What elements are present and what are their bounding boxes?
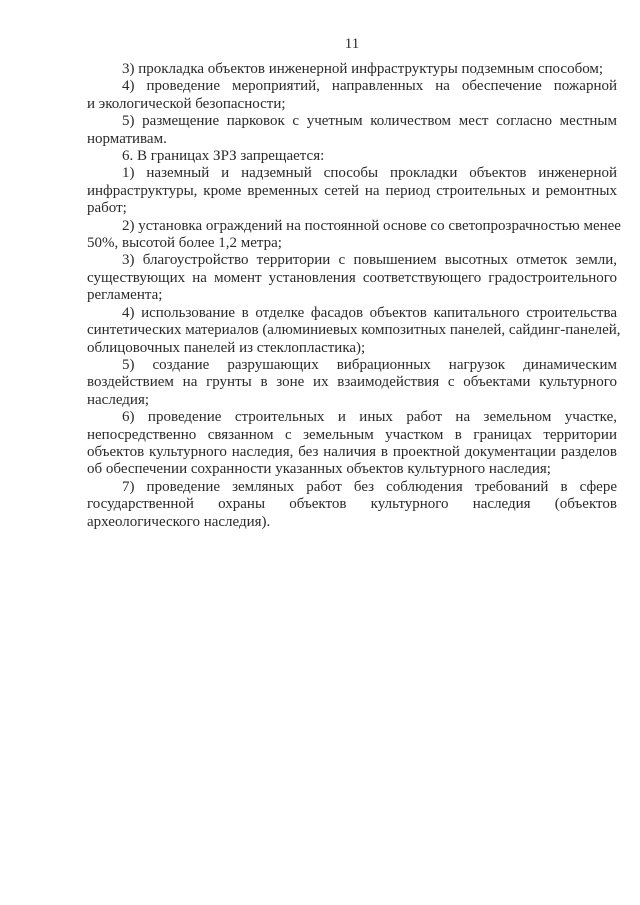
paragraph-line: 50%, высотой более 1,2 метра; — [87, 235, 282, 252]
paragraph-line: инфраструктуры, кроме временных сетей на период строительных и ремонтных — [87, 182, 617, 199]
paragraph-line: облицовочных панелей из стеклопластика); — [87, 339, 366, 356]
paragraph — [87, 113, 617, 148]
paragraph — [87, 165, 617, 217]
paragraph — [87, 61, 617, 78]
paragraph — [87, 357, 617, 409]
paragraph — [87, 252, 617, 304]
paragraph-line: 3) прокладка объектов инженерной инфраструктуры подземным способом; — [122, 61, 604, 77]
paragraph-line: нормативам. — [87, 130, 167, 147]
paragraph-line: 4) использование в отделке фасадов объектов капитального строительства — [122, 304, 617, 321]
paragraph-line: государственной охраны объектов культурного наследия (объектов — [87, 496, 617, 513]
paragraph-line: 6. В границах ЗРЗ запрещается: — [122, 148, 325, 165]
paragraph-line: 5) размещение парковок с учетным количеством мест согласно местным — [122, 113, 617, 130]
document-body — [87, 61, 621, 531]
paragraph-line: 2) установка ограждений на постоянной основе со светопрозрачностью менее — [122, 217, 621, 234]
paragraph-line: воздействием на грунты в зоне их взаимодействия с объектами культурного — [87, 374, 617, 391]
paragraph-line: 6) проведение строительных и иных работ на земельном участке, — [122, 409, 617, 426]
paragraph — [87, 217, 621, 253]
paragraph-line: археологического наследия). — [87, 513, 271, 530]
paragraph-line: 4) проведение мероприятий, направленных на обеспечение пожарной — [122, 78, 617, 95]
paragraph-line: и экологической безопасности; — [87, 95, 286, 112]
paragraph-line: 5) создание разрушающих вибрационных нагрузок динамическим — [122, 356, 617, 373]
paragraph-line: объектов культурного наследия, без наличия в проектной документации разделов — [87, 443, 617, 460]
paragraph — [87, 409, 617, 479]
paragraph — [87, 78, 617, 113]
paragraph — [87, 304, 621, 357]
page-number: 11 — [344, 36, 360, 52]
paragraph-line: синтетических материалов (алюминиевых композитных панелей, сайдинг-панелей, — [87, 322, 621, 339]
paragraph-line: работ; — [87, 200, 127, 217]
paragraph-line: 1) наземный и надземный способы прокладки объектов инженерной — [122, 165, 617, 182]
paragraph-line: 3) благоустройство территории с повышением высотных отметок земли, — [122, 252, 617, 269]
paragraph — [87, 479, 617, 531]
paragraph-line: об обеспечении сохранности указанных объектов культурного наследия; — [87, 461, 551, 478]
paragraph-line: непосредственно связанном с земельным участком в границах территории — [87, 426, 617, 443]
paragraph-line: наследия; — [87, 391, 150, 408]
paragraph-line: существующих на момент установления соответствующего градостроительного — [87, 269, 617, 286]
paragraph — [87, 148, 617, 165]
paragraph-line: регламента; — [87, 287, 163, 304]
paragraph-line: 7) проведение земляных работ без соблюдения требований в сфере — [122, 478, 617, 495]
